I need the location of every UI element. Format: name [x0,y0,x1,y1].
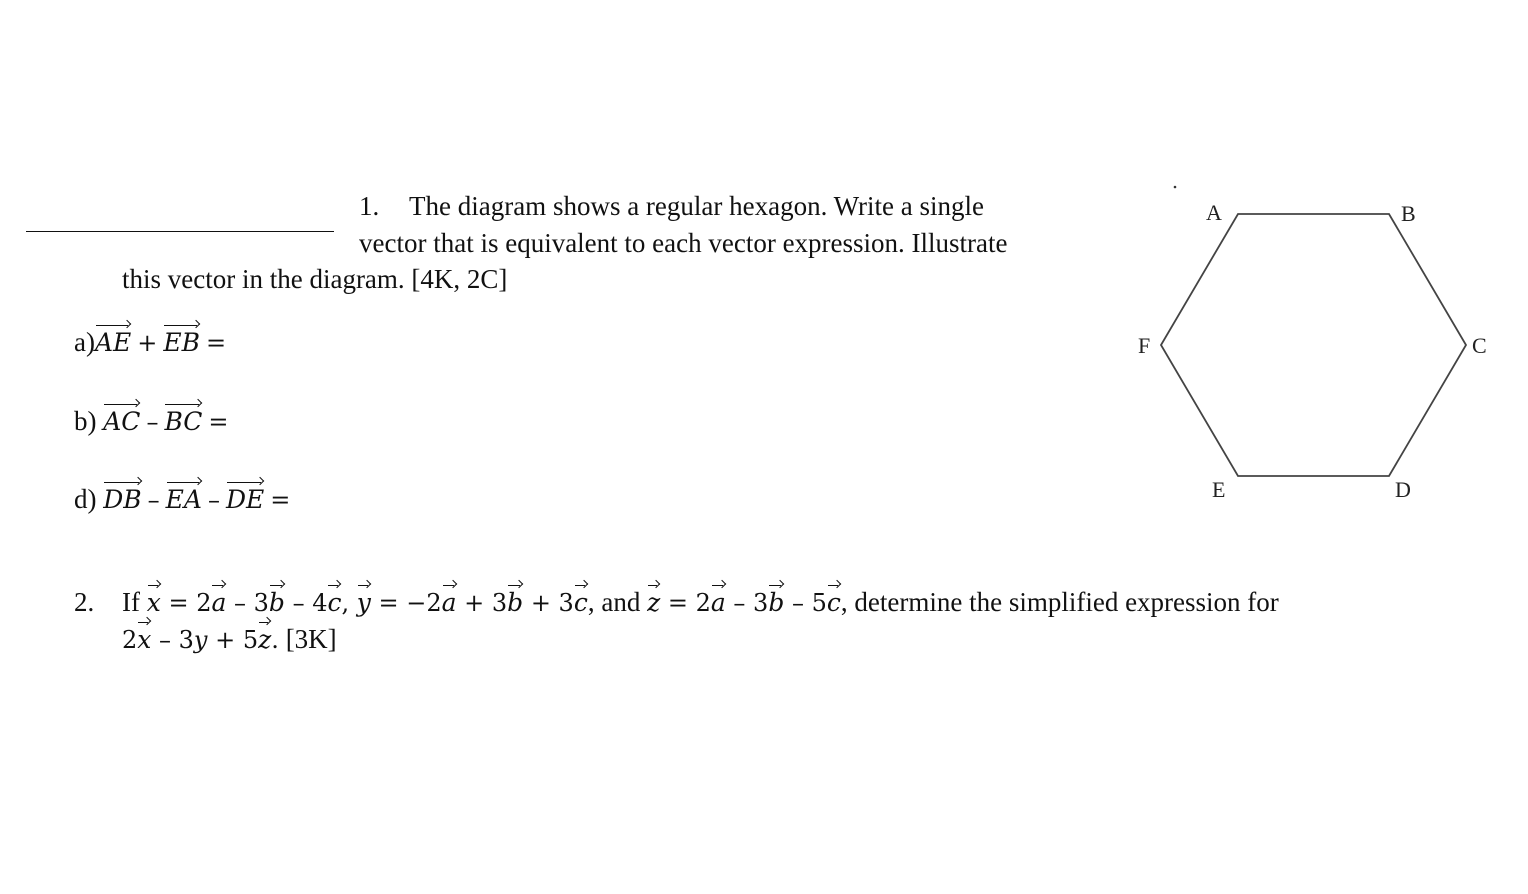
vector-b: b [269,582,285,616]
target-expression [122,626,279,654]
vertex-label-d: D [1395,477,1411,502]
question-1-text-1: The diagram shows a regular hexagon. Write a single [409,191,984,221]
hexagon-shape [1161,214,1466,476]
q2-and: , and [587,587,648,617]
x-def-coef-b: – 3 [226,589,269,617]
y-def-coef-c: + 3 [523,589,574,617]
vector-z: z [647,582,660,616]
expr-coef-z: + 5 [207,626,259,654]
vector-c: c [574,582,588,616]
vector-bc: BC [164,401,202,435]
part-a-label: a) [74,327,95,357]
vertex-label-e: E [1212,477,1226,502]
period: . [271,626,279,654]
variable-y: y [193,626,208,654]
equals-sign: = [270,486,291,514]
y-def-coef-b: + 3 [456,589,508,617]
expr-coef-x: 2 [122,626,138,654]
vector-a: a [711,582,726,616]
vector-x: x [147,582,161,616]
vector-eb: EB [163,322,200,356]
part-b-label: b) [74,406,104,436]
x-def-coef-c: – 4 [284,589,328,617]
expr-coef-y: – 3 [151,626,194,654]
vector-b: b [507,582,523,616]
part-d-label: d) [74,484,104,514]
vector-db: DB [103,479,141,513]
z-def-coef-a: = 2 [660,589,711,617]
vector-ac: AC [103,401,140,435]
vector-c: c [327,582,341,616]
vector-de: DE [226,479,264,513]
equals-sign: = [208,408,229,436]
vector-z: z [258,619,271,653]
vector-b: b [768,582,784,616]
equals-sign: = [206,329,227,357]
q2-marks: [3K] [278,624,337,654]
question-1-line-3: this vector in the diagram. [4K, 2C] [122,264,508,294]
vector-a: a [211,582,226,616]
z-def-coef-b: – 3 [725,589,769,617]
minus-operator: – [146,408,159,436]
z-definition [647,589,841,617]
question-1-number: 1. [359,191,380,221]
minus-operator: – [207,486,220,514]
vector-a: a [442,582,457,616]
vertex-label-c: C [1472,333,1487,358]
question-1-line-2: vector that is equivalent to each vector expression. Illustrate [359,228,1008,258]
vertex-label-a: A [1206,200,1222,225]
z-def-coef-c: – 5 [784,589,827,617]
q2-determine: , determine the simplified expression for [840,587,1279,617]
vector-x: x [137,619,151,653]
vector-ea: EA [166,479,202,513]
question-2-line-1 [74,582,1279,621]
stray-mark [1174,186,1177,189]
plus-operator: + [137,329,158,357]
question-2-line-2 [122,619,337,658]
vector-ae: AE [95,322,131,356]
vertex-label-b: B [1401,201,1416,226]
vector-y: y [357,582,371,616]
vector-c: c [827,582,841,616]
x-definition [147,589,357,617]
q2-if: If [122,587,147,617]
x-def-coef-a: = 2 [160,589,212,617]
y-definition [357,589,588,617]
y-def-coef-a: = −2 [370,589,442,617]
minus-operator: – [147,486,160,514]
vertex-label-f: F [1138,333,1151,358]
comma: , [341,589,357,617]
question-2-number: 2. [74,587,95,617]
